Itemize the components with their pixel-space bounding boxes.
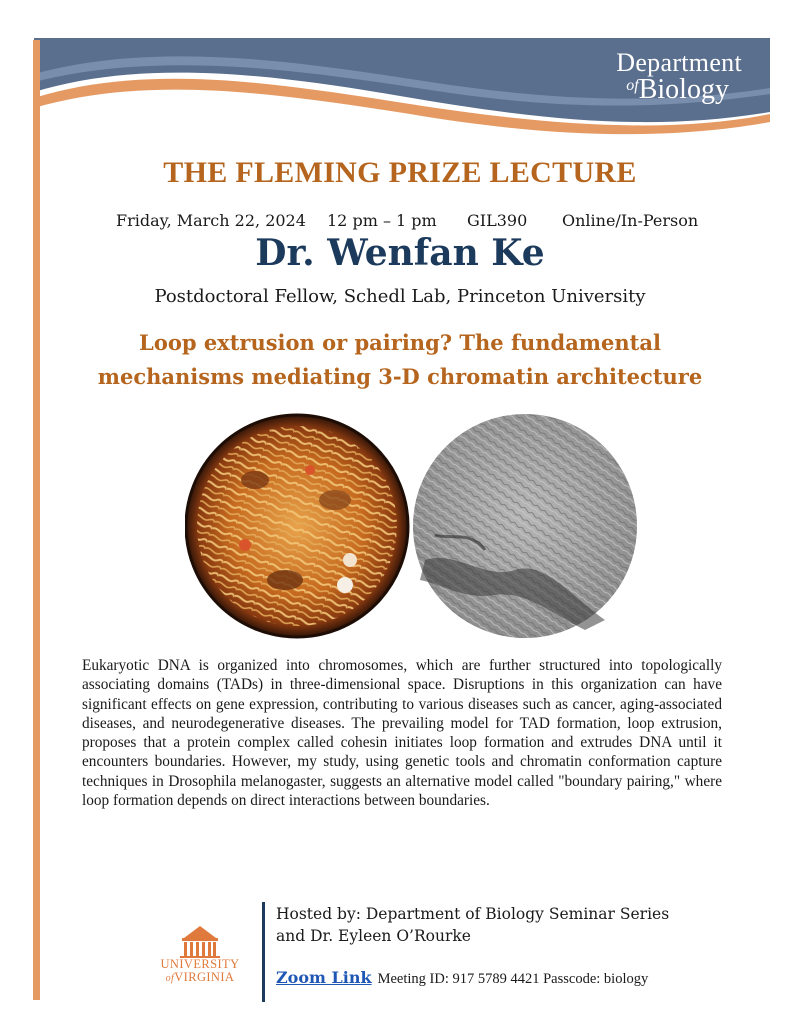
department-logo [616,48,742,106]
event-title: THE FLEMING PRIZE LECTURE [163,156,637,189]
event-date: Friday, March 22, 2024 [116,211,306,230]
department-of-word: of [626,77,639,94]
hosted-by-line-2: and Dr. Eyleen O’Rourke [276,927,471,945]
university-of-virginia-logo [152,958,248,985]
event-format: Online/In-Person [562,211,699,230]
zoom-link[interactable]: Zoom Link [276,968,372,987]
speaker-name: Dr. Wenfan Ke [255,232,545,274]
noodle-bowl-photo [185,414,409,638]
talk-title-line-2: mechanisms mediating 3-D chromatin architecture [97,364,703,389]
uva-virginia-line [152,971,248,985]
meeting-info: Meeting ID: 917 5789 4421 Passcode: biology [377,971,649,987]
chromatin-micrograph [413,414,637,638]
uva-of-word: of [165,973,175,984]
event-time: 12 pm – 1 pm [327,211,437,230]
uva-university-word: UNIVERSITY [160,957,240,971]
department-word: Department [616,48,742,77]
department-of-biology [616,74,742,106]
hosted-by [276,903,669,947]
footer-divider [262,902,265,1002]
abstract-text: Eukaryotic DNA is organized into chromosomes, which are further structured into topologically associating domains (TADs) in three-dimensional space. Disruptions in this organization can have significant effects on gene expression, contributing to various diseases such as cancer, aging-associated diseases, and neurodegenerative diseases. The prevailing model for TAD formation, loop extrusion, proposes that a protein complex called cohesin initiates loop formation and extrudes DNA until it encounters boundaries. However, my study, using genetic tools and chromatin conformation capture techniques in Drosophila melanogaster, suggests an alternative model called "boundary pairing," where loop formation depends on direct interactions between boundaries. [82,657,722,810]
talk-title [0,326,800,394]
speaker-affiliation: Postdoctoral Fellow, Schedl Lab, Princeton University [154,286,646,307]
event-room: GIL390 [467,211,528,230]
biology-word: Biology [638,74,729,105]
talk-title-line-1: Loop extrusion or pairing? The fundamental [139,330,661,355]
zoom-meeting-line [276,968,648,988]
uva-virginia-word: VIRGINIA [174,970,235,984]
image-pair [185,410,645,642]
hosted-by-line-1: Hosted by: Department of Biology Seminar Series [276,905,670,923]
